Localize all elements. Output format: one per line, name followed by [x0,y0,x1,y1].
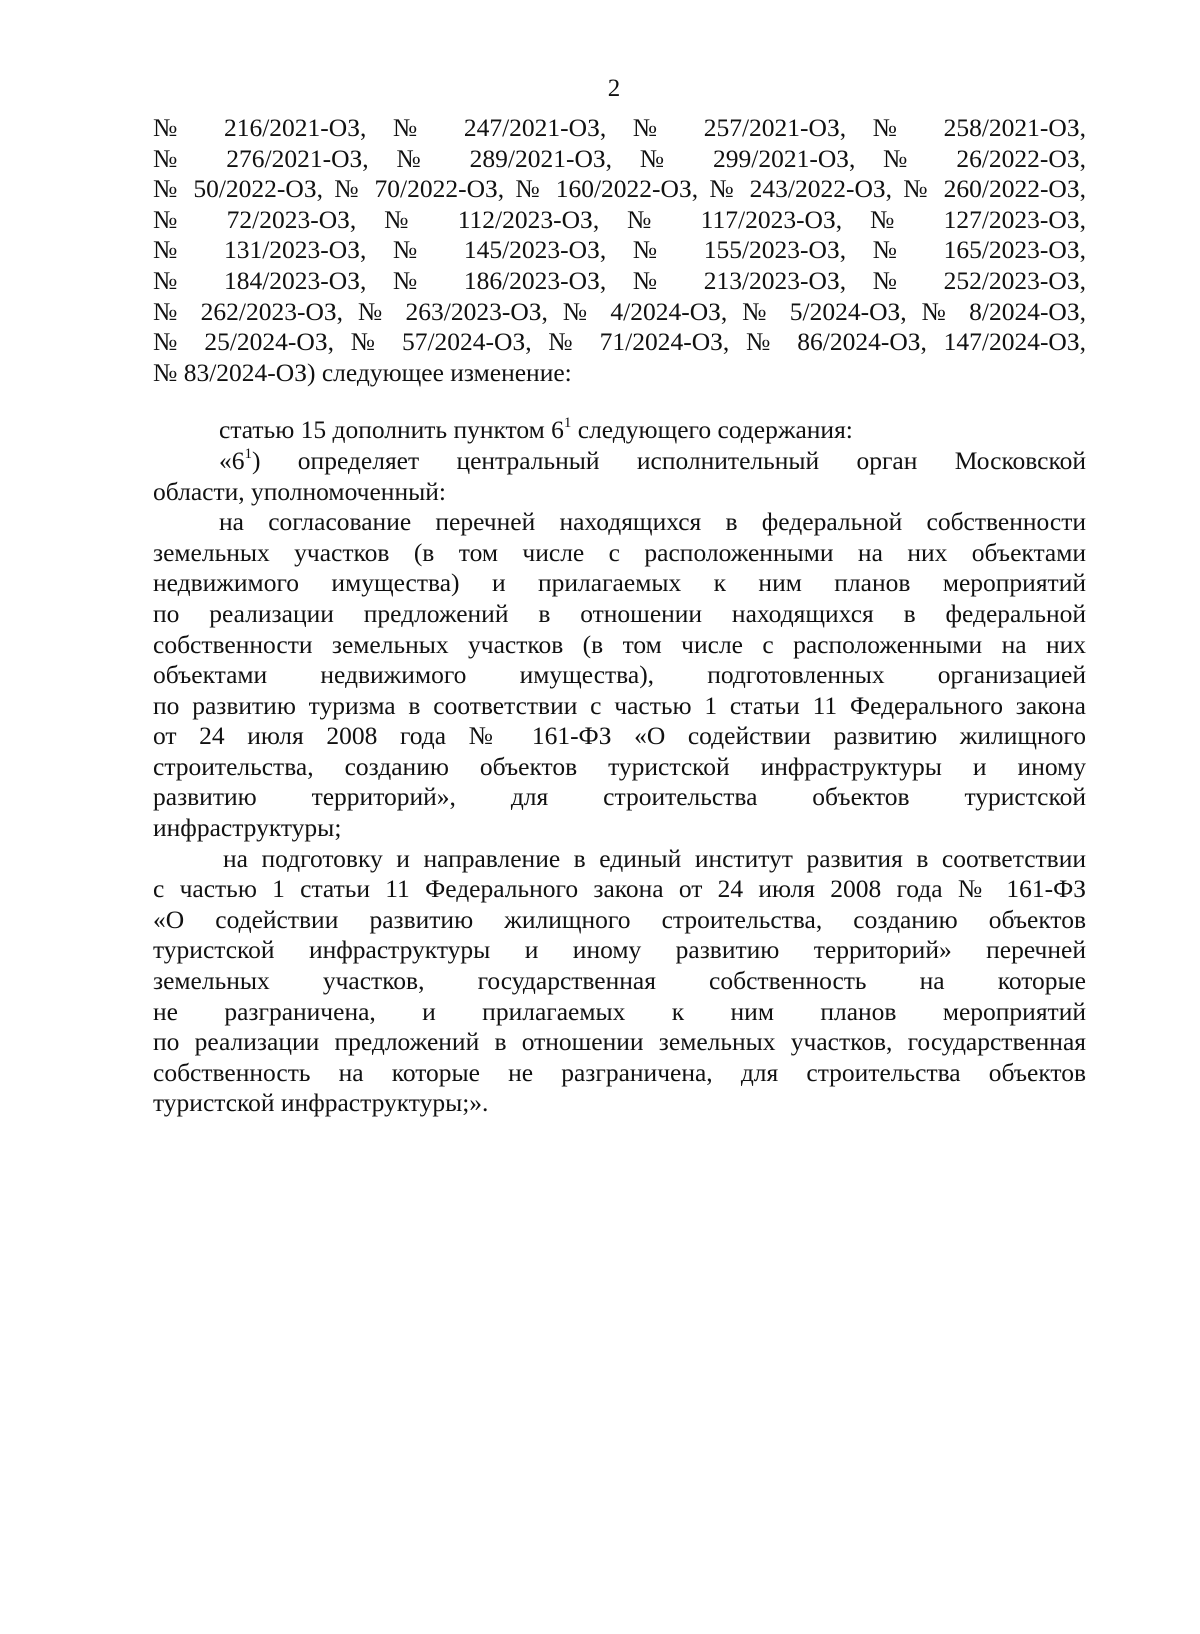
law-list-line: № 262/2023-ОЗ, № 263/2023-ОЗ, № 4/2024-ОЗ, № 5/2024-ОЗ, № 8/2024-ОЗ, [153,296,1086,326]
paragraph-line: развитию территорий», для строительства объектов туристской [153,782,1086,812]
item-superscript: 1 [244,445,252,462]
paragraph-line: земельных участков, государственная собственность на которые [153,966,1086,996]
item-heading-line [153,446,1086,477]
paragraph-line: собственность на которые не разграничена, для строительства объектов [153,1057,1086,1087]
paragraph-line: на согласование перечней находящихся в федеральной собственности [219,507,1086,537]
intro-superscript: 1 [563,415,572,432]
law-list-line: № 83/2024-ОЗ) следующее изменение: [153,357,572,387]
paragraph-line: земельных участков (в том числе с расположенными на них объектами [153,537,1086,567]
item-heading-text: ) определяет центральный исполнительный орган Московской [252,445,1086,475]
intro-text: статью 15 дополнить пунктом 6 [219,415,564,445]
paragraph-line: «О содействии развитию жилищного строительства, созданию объектов [153,904,1086,934]
paragraph-line: объектами недвижимого имущества), подготовленных организацией [153,660,1086,690]
law-list-line: № 50/2022-ОЗ, № 70/2022-ОЗ, № 160/2022-ОЗ, № 243/2022-ОЗ, № 260/2022-ОЗ, [153,174,1086,204]
paragraph-line: от 24 июля 2008 года № 161-ФЗ «О содействии развитию жилищного [153,721,1086,751]
law-list-line: № 131/2023-ОЗ, № 145/2023-ОЗ, № 155/2023-ОЗ, № 165/2023-ОЗ, [153,235,1086,265]
paragraph-approval [153,507,1086,844]
paragraph-line: не разграничена, и прилагаемых к ним планов мероприятий [153,996,1086,1026]
paragraph-preparation [153,844,1086,1119]
law-list-line: № 25/2024-ОЗ, № 57/2024-ОЗ, № 71/2024-ОЗ, № 86/2024-ОЗ, 147/2024-ОЗ, [153,327,1086,357]
item-number-open: «6 [219,445,245,475]
law-list-line: № 216/2021-ОЗ, № 247/2021-ОЗ, № 257/2021-ОЗ, № 258/2021-ОЗ, [153,113,1086,142]
paragraph-line: по развитию туризма в соответствии с частью 1 статьи 11 Федерального закона [153,690,1086,720]
paragraph-line: с частью 1 статьи 11 Федерального закона от 24 июля 2008 года № 161-ФЗ [153,874,1086,904]
document-body [153,113,1086,1119]
paragraph-line: туристской инфраструктуры и иному развитию территорий» перечней [153,935,1086,965]
paragraph-line: по реализации предложений в отношении находящихся в федеральной [153,598,1086,628]
paragraph-line: инфраструктуры; [153,813,342,843]
paragraph-line: туристской инфраструктуры;». [153,1088,489,1118]
paragraph-line: по реализации предложений в отношении земельных участков, государственная [153,1027,1086,1057]
amendment-intro [153,415,1086,507]
item-heading-line: области, уполномоченный: [153,476,446,506]
law-list [153,113,1086,388]
paragraph-line: на подготовку и направление в единый институт развития в соответствии [223,843,1086,873]
amendment-intro-line [153,415,1086,446]
law-list-line: № 184/2023-ОЗ, № 186/2023-ОЗ, № 213/2023-ОЗ, № 252/2023-ОЗ, [153,265,1086,295]
intro-text-end: следующего содержания: [571,415,853,445]
paragraph-line: недвижимого имущества) и прилагаемых к ним планов мероприятий [153,568,1086,598]
paragraph-gap [153,388,1086,415]
page-number: 2 [607,75,621,102]
paragraph-line: строительства, созданию объектов туристской инфраструктуры и иному [153,751,1086,781]
law-list-line: № 72/2023-ОЗ, № 112/2023-ОЗ, № 117/2023-ОЗ, № 127/2023-ОЗ, [153,204,1086,234]
law-list-line: № 276/2021-ОЗ, № 289/2021-ОЗ, № 299/2021-ОЗ, № 26/2022-ОЗ, [153,143,1086,173]
paragraph-line: собственности земельных участков (в том числе с расположенными на них [153,629,1086,659]
